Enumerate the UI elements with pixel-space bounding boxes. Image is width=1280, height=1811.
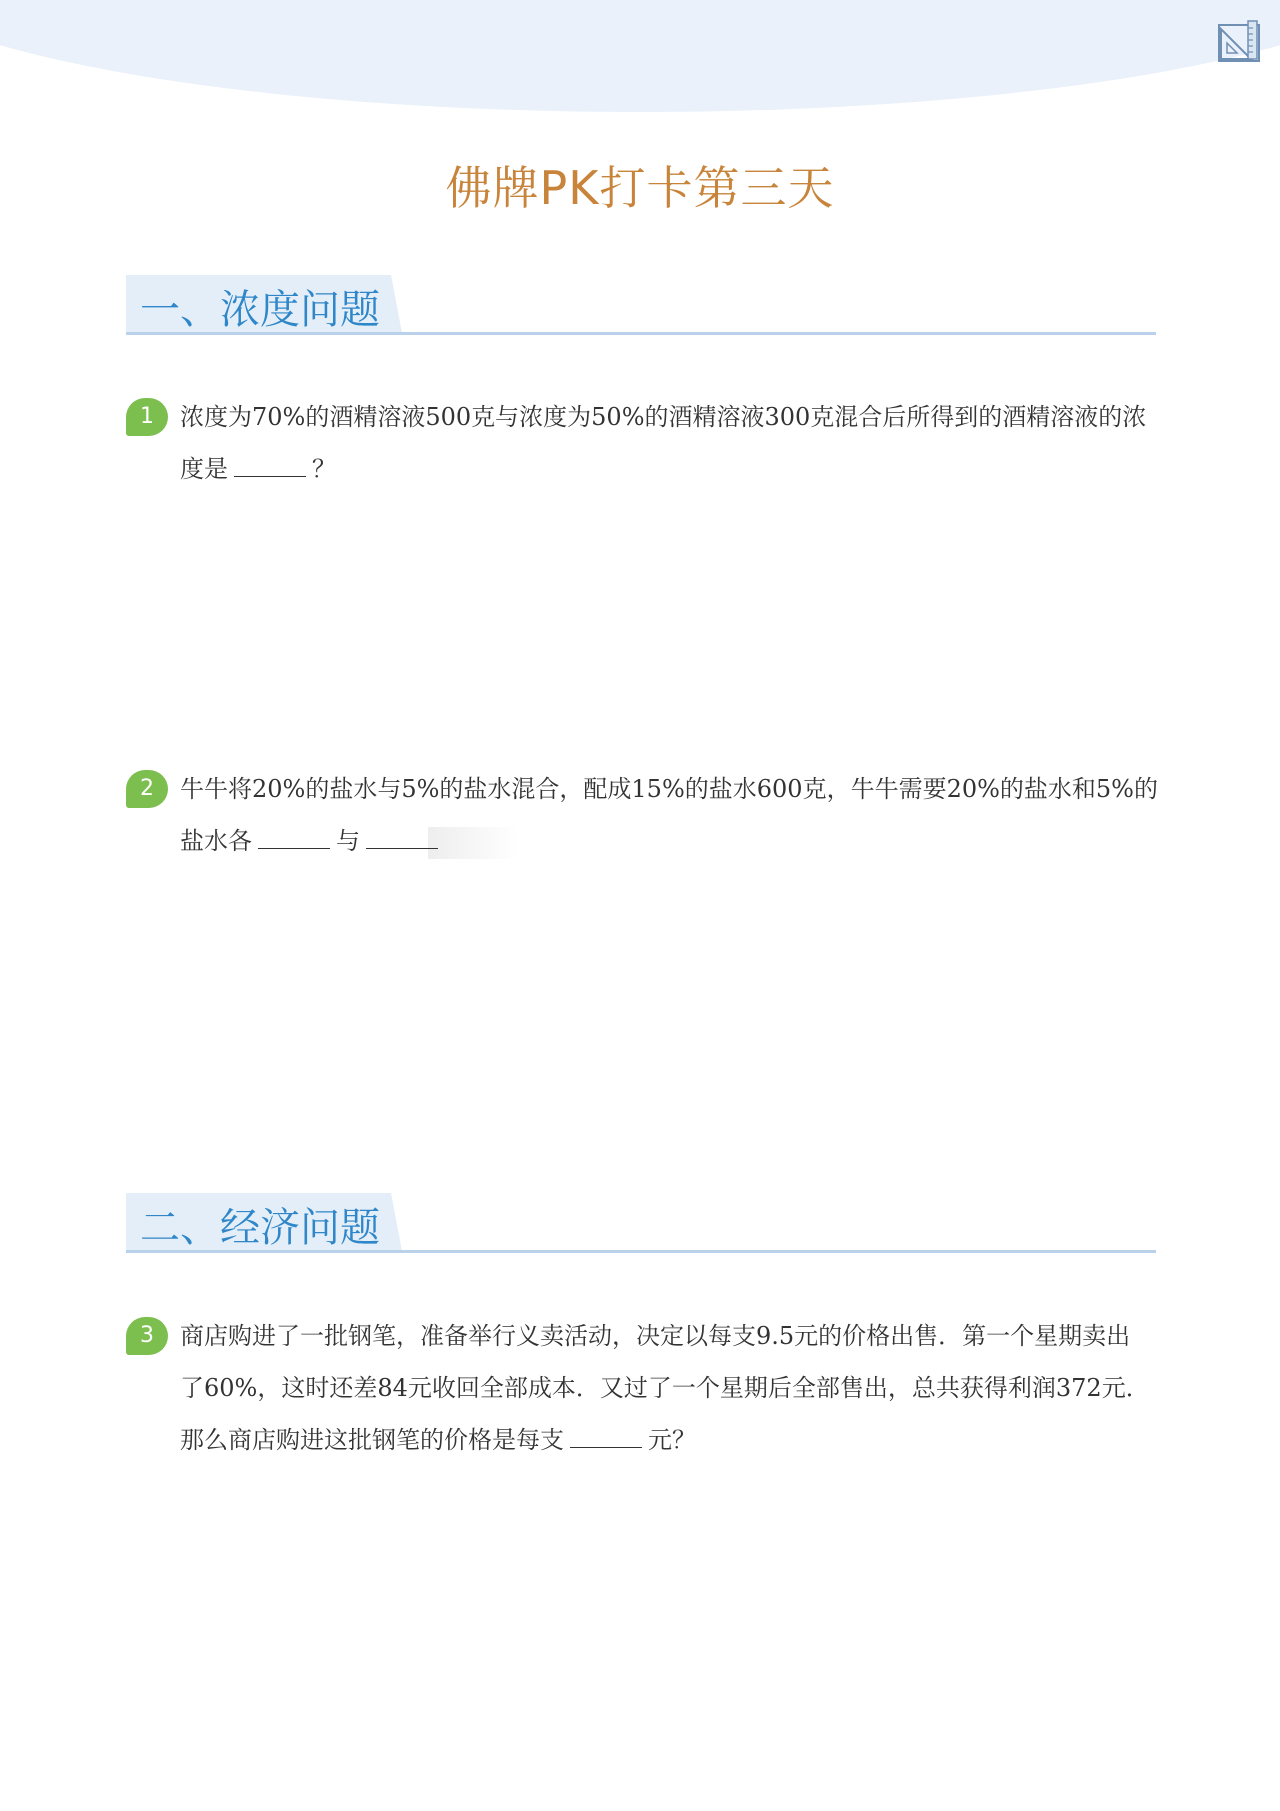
question-line (180, 443, 1180, 495)
watermark-fade (428, 827, 518, 859)
question-line: 商店购进了一批钢笔，准备举行义卖活动，决定以每支9.5元的价格出售．第一个星期卖出 (180, 1322, 1131, 1350)
question-line: 了60%，这时还差84元收回全部成本．又过了一个星期后全部售出，总共获得利润372元． (180, 1374, 1150, 1402)
question-line (180, 815, 1180, 867)
geometry-ruler-icon (1218, 20, 1260, 62)
answer-blank[interactable] (258, 826, 330, 849)
question-line: 牛牛将20%的盐水与5%的盐水混合，配成15%的盐水600克，牛牛需要20%的盐水和5%的 (180, 775, 1158, 803)
question-text (180, 1310, 1180, 1466)
question-text-segment: 那么商店购进这批钢笔的价格是每支 (180, 1426, 564, 1454)
page-title: 佛牌PK打卡第三天 (445, 161, 835, 215)
answer-blank[interactable] (570, 1425, 642, 1448)
question-text-segment: 与 (336, 827, 360, 855)
header-decoration (0, 0, 1280, 112)
question-line (180, 1414, 1180, 1466)
question-number-badge: 1 (126, 398, 168, 436)
question-number-badge: 2 (126, 770, 168, 808)
question-text-segment: 盐水各 (180, 827, 252, 855)
answer-blank[interactable] (366, 826, 438, 849)
question-text-segment: 元？ (648, 1426, 696, 1454)
section-title: 一、浓度问题 (140, 287, 380, 333)
question-text (180, 391, 1180, 495)
section-header-concentration (126, 275, 1156, 337)
question-number-badge: 3 (126, 1317, 168, 1355)
section-header-economics (126, 1193, 1156, 1255)
question-line: 浓度为70%的酒精溶液500克与浓度为50%的酒精溶液300克混合后所得到的酒精溶液的浓 (180, 403, 1147, 431)
question-text-segment: ？ (312, 455, 336, 483)
section-title: 二、经济问题 (140, 1205, 380, 1251)
answer-blank[interactable] (234, 454, 306, 477)
question-text (180, 763, 1180, 867)
question-text-segment: 度是 (180, 455, 228, 483)
